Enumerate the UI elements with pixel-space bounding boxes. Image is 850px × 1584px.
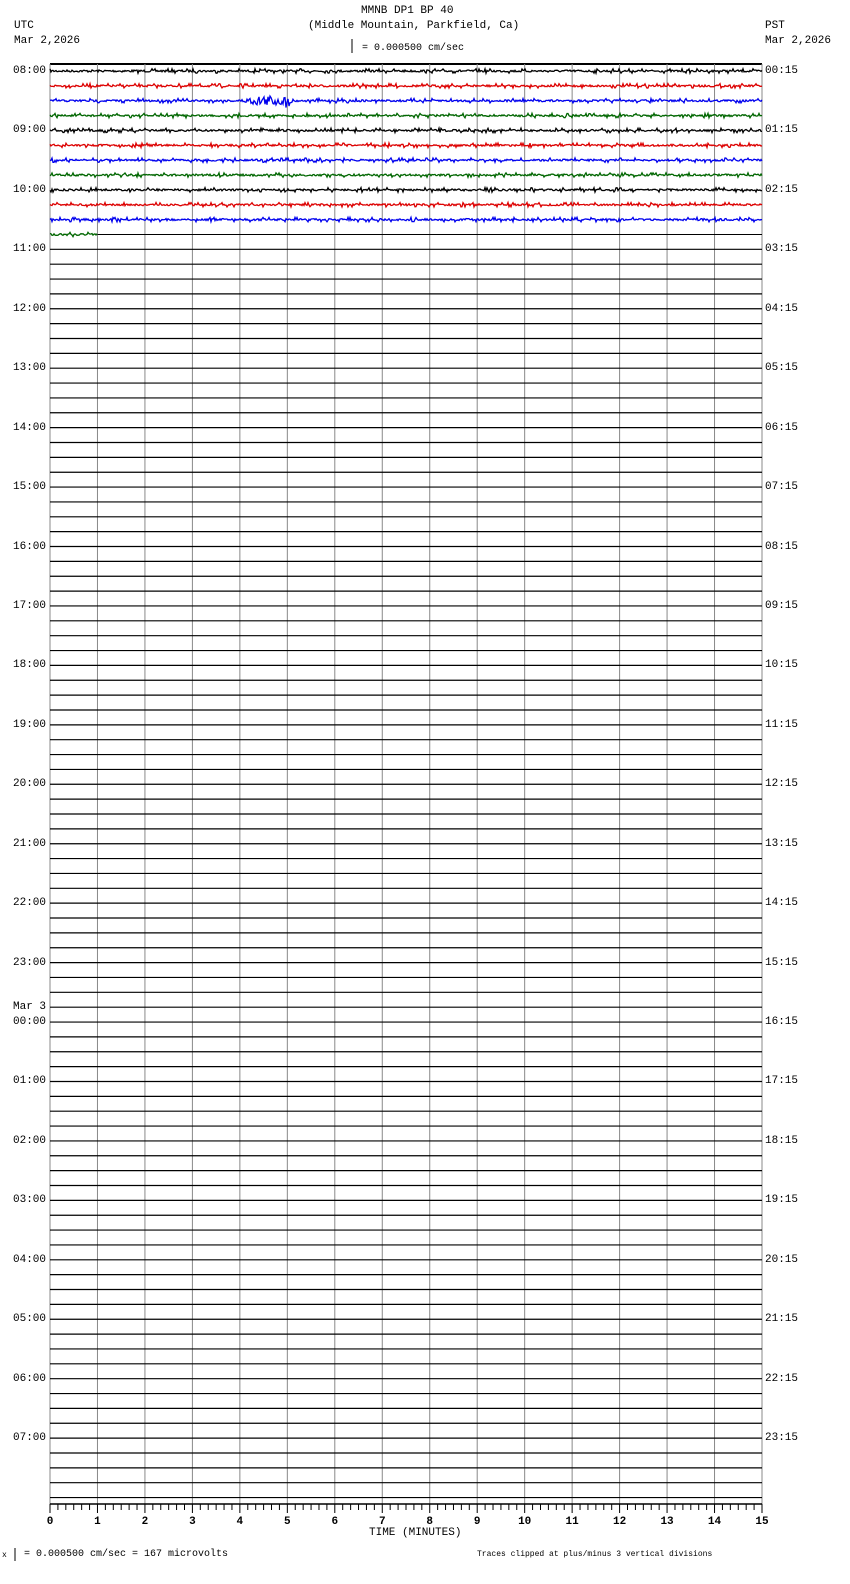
pst-hour-label: 19:15 — [765, 1194, 799, 1207]
utc-hour-label: 03:00 — [13, 1194, 47, 1207]
pst-hour-label: 03:15 — [765, 243, 799, 256]
pst-hour-label: 01:15 — [765, 124, 799, 137]
trace-row-10 — [50, 217, 762, 221]
left-timezone: UTC — [14, 20, 34, 32]
x-tick-label: 15 — [755, 1516, 769, 1528]
x-tick-label: 8 — [426, 1516, 434, 1528]
utc-hour-label: 08:00 — [13, 65, 47, 77]
utc-hour-label: 17:00 — [13, 599, 47, 612]
left-date: Mar 2,2026 — [14, 35, 81, 47]
pst-hour-label: 05:15 — [765, 362, 799, 375]
pst-hour-label: 18:15 — [765, 1134, 799, 1147]
x-tick-label: 5 — [284, 1516, 291, 1528]
station-subtitle: (Middle Mountain, Parkfield, Ca) — [308, 20, 520, 32]
pst-hour-label: 20:15 — [765, 1253, 799, 1266]
x-tick-label: 3 — [189, 1516, 196, 1528]
trace-row-6 — [50, 158, 762, 162]
chart-title: MMNB DP1 BP 40 — [361, 5, 454, 17]
scale-label: = 0.000500 cm/sec — [362, 43, 465, 54]
pst-hour-label: 04:15 — [765, 302, 799, 315]
utc-hour-label: 09:00 — [13, 124, 47, 137]
utc-hour-label: 14:00 — [13, 421, 47, 434]
footer-scale: = 0.000500 cm/sec = 167 microvolts — [24, 1549, 229, 1560]
pst-hour-label: 17:15 — [765, 1075, 799, 1088]
utc-hour-label: 19:00 — [13, 718, 47, 731]
utc-hour-label: 06:00 — [13, 1372, 47, 1385]
pst-hour-label: 22:15 — [765, 1372, 799, 1385]
utc-hour-label: 04:00 — [13, 1253, 47, 1266]
trace-row-2 — [50, 96, 762, 107]
trace-row-1 — [50, 84, 762, 88]
trace-row-7 — [50, 173, 762, 177]
utc-hour-label: 23:00 — [13, 956, 47, 969]
utc-hour-label: 10:00 — [13, 183, 47, 196]
utc-hour-label: 05:00 — [13, 1313, 47, 1326]
trace-row-3 — [50, 113, 762, 117]
x-tick-label: 7 — [378, 1516, 386, 1528]
pst-hour-label: 08:15 — [765, 540, 799, 553]
utc-hour-label: 15:00 — [13, 481, 47, 494]
right-timezone: PST — [765, 20, 785, 32]
utc-hour-label: 22:00 — [13, 897, 47, 910]
trace-row-8 — [50, 188, 762, 192]
utc-hour-label: 07:00 — [13, 1432, 47, 1445]
utc-hour-label: 01:00 — [13, 1075, 47, 1088]
pst-hour-label: 11:15 — [765, 718, 799, 731]
pst-hour-label: 15:15 — [765, 956, 799, 969]
pst-hour-label: 00:15 — [765, 65, 799, 77]
x-tick-label: 9 — [473, 1516, 481, 1528]
utc-hour-label: 13:00 — [13, 362, 47, 375]
pst-hour-label: 14:15 — [765, 897, 799, 910]
utc-hour-label: 11:00 — [13, 243, 47, 256]
utc-hour-label: 12:00 — [13, 302, 47, 315]
pst-hour-label: 21:15 — [765, 1313, 799, 1326]
x-tick-label: 2 — [141, 1516, 149, 1528]
footer-scale-prefix: x — [2, 1551, 7, 1560]
x-tick-label: 10 — [518, 1516, 532, 1528]
x-tick-label: 11 — [565, 1516, 579, 1528]
pst-hour-label: 23:15 — [765, 1432, 799, 1445]
utc-hour-label: 18:00 — [13, 659, 47, 672]
pst-hour-label: 07:15 — [765, 481, 799, 494]
trace-row-0 — [50, 69, 762, 73]
x-tick-label: 0 — [46, 1516, 54, 1528]
x-tick-label: 1 — [94, 1516, 101, 1528]
utc-hour-label: 21:00 — [13, 837, 47, 850]
pst-hour-label: 12:15 — [765, 778, 799, 791]
pst-hour-label: 13:15 — [765, 837, 799, 850]
pst-hour-label: 06:15 — [765, 421, 799, 434]
x-tick-label: 13 — [660, 1516, 674, 1528]
utc-hour-label: 20:00 — [13, 778, 47, 791]
x-tick-label: 14 — [707, 1516, 722, 1528]
utc-hour-label: 16:00 — [13, 540, 47, 553]
x-axis-label: TIME (MINUTES) — [369, 1527, 462, 1539]
pst-hour-label: 16:15 — [765, 1016, 799, 1029]
trace-row-4 — [50, 128, 762, 132]
x-tick-label: 4 — [236, 1516, 244, 1528]
trace-row-5 — [50, 143, 762, 147]
clip-note: Traces clipped at plus/minus 3 vertical divisions — [477, 1550, 713, 1559]
x-tick-label: 6 — [331, 1516, 339, 1528]
pst-hour-label: 09:15 — [765, 599, 799, 612]
trace-row-11 — [50, 232, 97, 236]
date-change-label: Mar 3 — [13, 1001, 47, 1014]
utc-hour-label: 00:00 — [13, 1016, 47, 1029]
x-tick-label: 12 — [612, 1516, 627, 1528]
utc-hour-label: 02:00 — [13, 1134, 47, 1147]
pst-hour-label: 02:15 — [765, 183, 799, 196]
pst-hour-label: 10:15 — [765, 659, 799, 672]
right-date: Mar 2,2026 — [765, 35, 832, 47]
trace-row-9 — [50, 203, 762, 207]
